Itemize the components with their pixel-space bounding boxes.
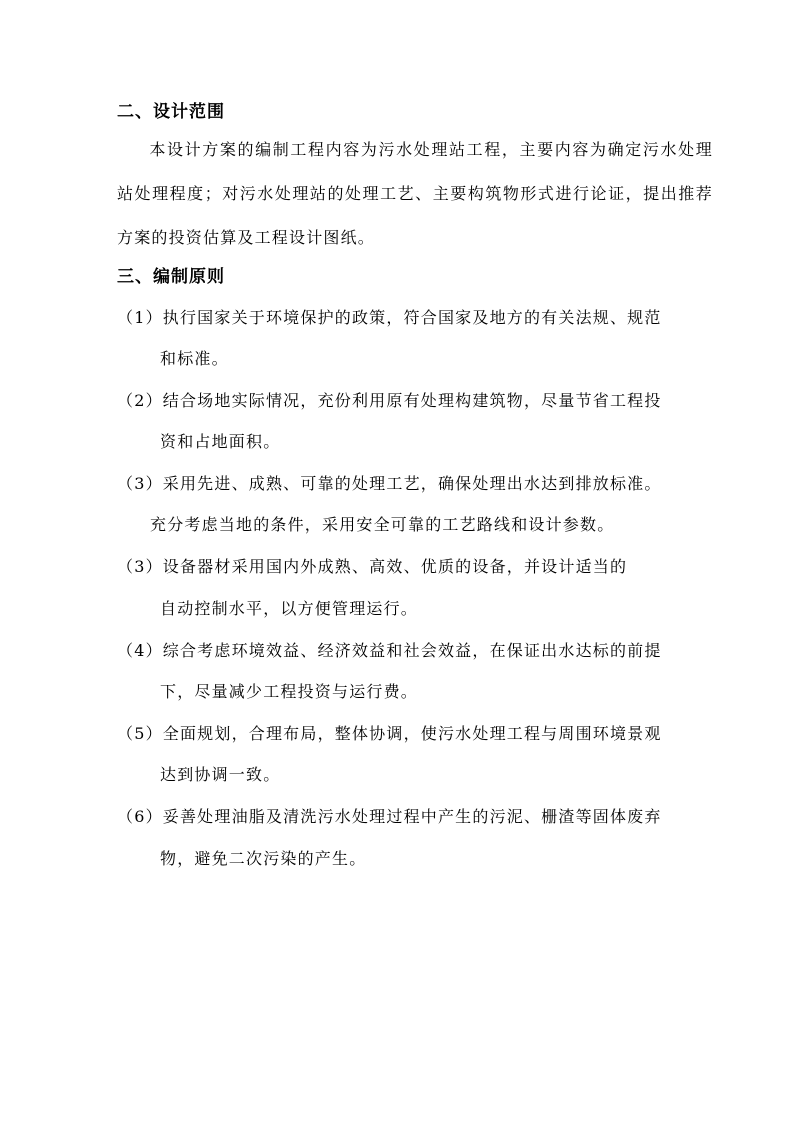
principle-item-5-line1: （4）综合考虑环境效益、经济效益和社会效益，在保证出水达标的前提 <box>117 641 662 660</box>
principle-item-2-line1: （2）结合场地实际情况，充份利用原有处理构建筑物，尽量节省工程投 <box>117 391 662 410</box>
principle-item-1-line2: 和标准。 <box>160 349 229 368</box>
principle-item-3-line1: （3）采用先进、成熟、可靠的处理工艺，确保处理出水达到排放标准。 <box>117 474 662 493</box>
principle-item-1-line1: （1）执行国家关于环境保护的政策，符合国家及地方的有关法规、规范 <box>117 308 662 327</box>
design-scope-text: 本设计方案的编制工程内容为污水处理站工程，主要内容为确定污水处理站处理程度；对污水处理站的处理工艺、主要构筑物形式进行论证，提出推荐方案的投资估算及工程设计图纸。 <box>117 140 713 247</box>
principle-item-4-line1: （3）设备器材采用国内外成熟、高效、优质的设备，并设计适当的 <box>117 557 628 576</box>
section-heading-design-scope: 二、设计范围 <box>117 102 225 122</box>
principle-item-3-line2: 充分考虑当地的条件，采用安全可靠的工艺路线和设计参数。 <box>150 515 615 534</box>
principle-item-4-line2: 自动控制水平，以方便管理运行。 <box>160 599 419 618</box>
principle-item-6-line1: （5）全面规划，合理布局，整体协调，使污水处理工程与周围环境景观 <box>117 724 662 743</box>
principle-item-2-line2: 资和占地面积。 <box>160 432 281 451</box>
section-heading-principles: 三、编制原则 <box>117 267 225 287</box>
principle-item-5-line2: 下，尽量减少工程投资与运行费。 <box>160 682 419 701</box>
design-scope-paragraph <box>117 128 713 260</box>
principle-item-7-line2: 物，避免二次污染的产生。 <box>160 849 367 868</box>
principle-item-7-line1: （6）妥善处理油脂及清洗污水处理过程中产生的污泥、栅渣等固体废弃 <box>117 807 662 826</box>
principle-item-6-line2: 达到协调一致。 <box>160 765 281 784</box>
